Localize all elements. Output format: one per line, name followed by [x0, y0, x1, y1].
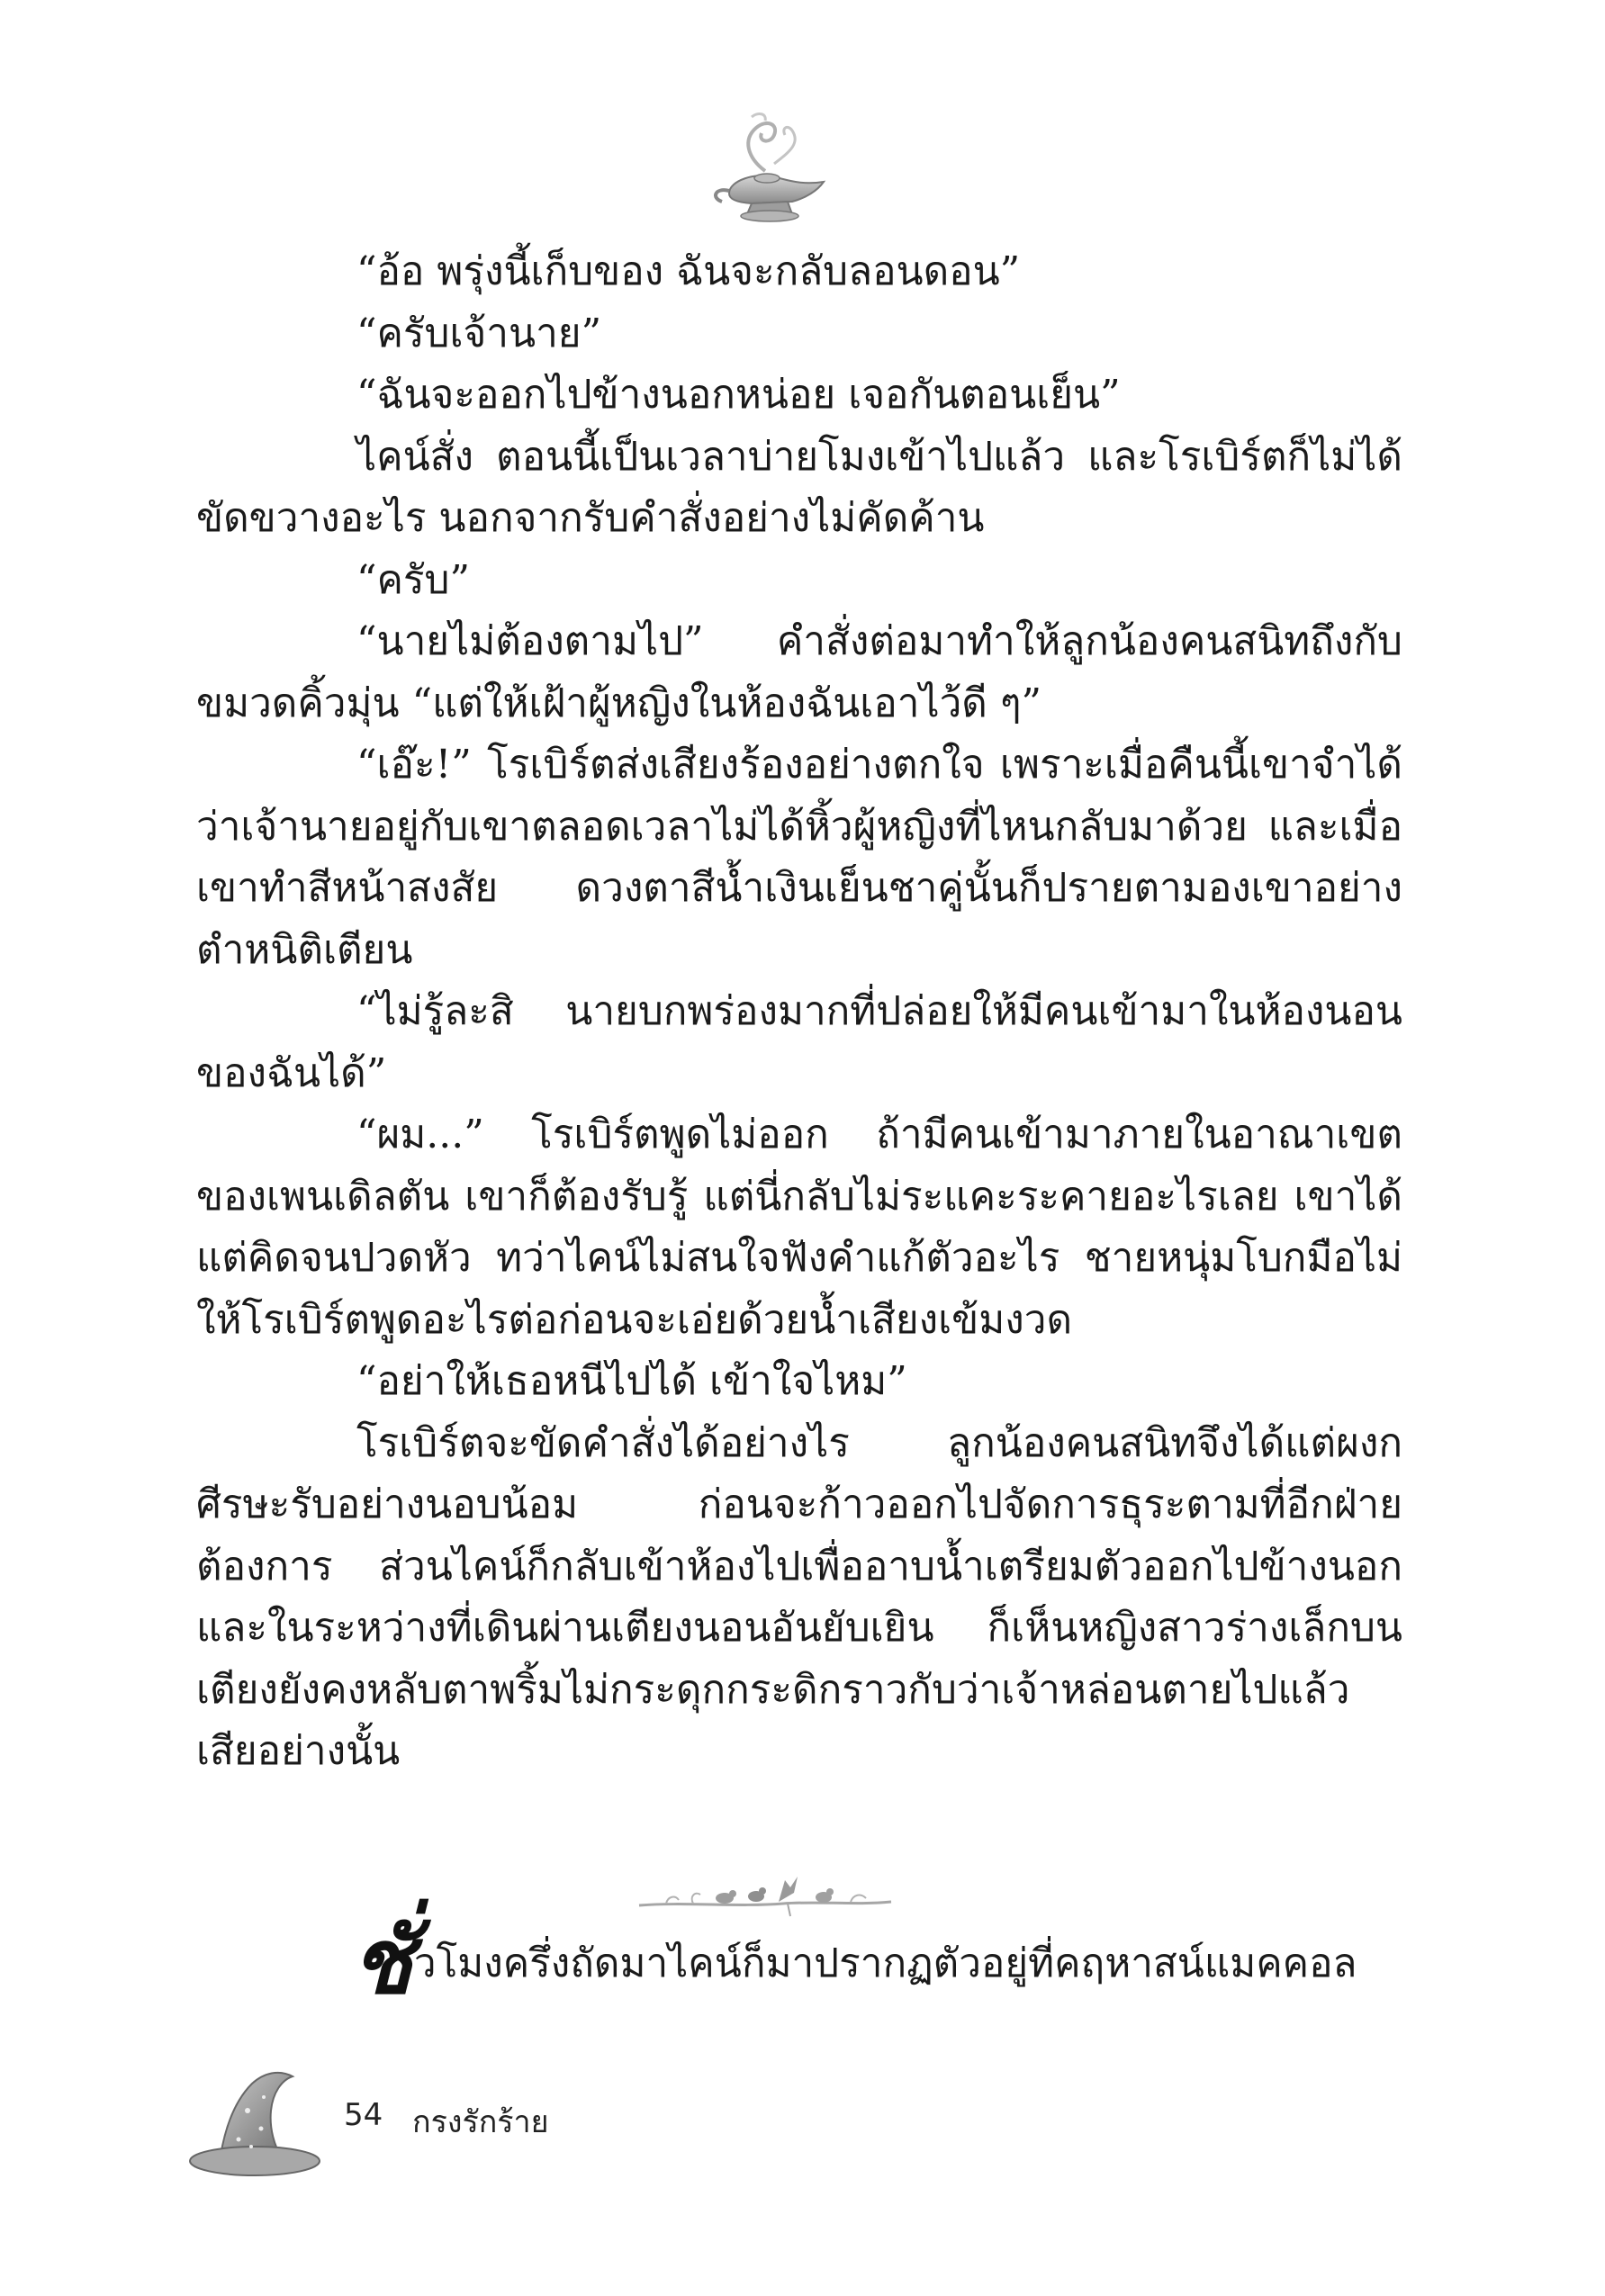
- book-title: กรงรักร้าย: [412, 2104, 549, 2140]
- paragraph: โรเบิร์ตจะขัดคำสั่งได้อย่างไร ลูกน้องคนสนิทจึงได้แต่ผงกศีรษะรับอย่างนอบน้อม ก่อนจะก้าวออกไปจัดการธุระตามที่อีกฝ่ายต้องการ ส่วนไคน์ก็กลับเข้าห้องไปเพื่ออาบน้ำเตรียมตัวออกไปข้างนอก และในระหว่างที่เดินผ่านเตียงนอนอันยับเยิน ก็เห็นหญิงสาวร่างเล็กบนเตียงยังคงหลับตาพริ้มไม่กระดุกกระดิกราวกับว่าเจ้าหล่อนตายไปแล้วเสียอย่างนั้น: [196, 1419, 1402, 1774]
- paragraph: “เอ๊ะ!” โรเบิร์ตส่งเสียงร้องอย่างตกใจ เพราะเมื่อคืนนี้เขาจำได้ว่าเจ้านายอยู่กับเขาตลอดเวลาไม่ได้หิ้วผู้หญิงที่ไหนกลับมาด้วย และเมื่อเขาทำสีหน้าสงสัย ดวงตาสีน้ำเงินเย็นชาคู่นั้นก็ปรายตามองเขาอย่างตำหนิติเตียน: [196, 742, 1402, 973]
- paragraph: ไคน์สั่ง ตอนนี้เป็นเวลาบ่ายโมงเข้าไปแล้ว และโรเบิร์ตก็ไม่ได้ขัดขวางอะไร นอกจากรับคำสั่งอย่างไม่คัดค้าน: [196, 433, 1402, 541]
- paragraph: “ผม...” โรเบิร์ตพูดไม่ออก ถ้ามีคนเข้ามาภายในอาณาเขตของเพนเดิลตัน เขาก็ต้องรับรู้ แต่นี่กลับไม่ระแคะระคายอะไรเลย เขาได้แต่คิดจนปวดหัว ทว่าไคน์ไม่สนใจฟังคำแก้ตัวอะไร ชายหนุ่มโบกมือไม่ให้โรเบิร์ตพูดอะไรต่อก่อนจะเอ่ยด้วยน้ำเสียงเข้มงวด: [196, 1112, 1402, 1343]
- paragraph: “ฉันจะออกไปข้างนอกหน่อย เจอกันตอนเย็น”: [356, 372, 1121, 418]
- chapter-opening: [351, 1899, 1404, 2014]
- wizard-hat-icon: [185, 2057, 329, 2183]
- page-number: 54: [344, 2097, 383, 2133]
- paragraph: “ครับเจ้านาย”: [356, 310, 602, 356]
- drop-cap: ชั่: [351, 1909, 412, 2014]
- paragraph: “ไม่รู้ละสิ นายบกพร่องมากที่ปล่อยให้มีคนเข้ามาในห้องนอนของฉันได้”: [196, 988, 1402, 1096]
- body-text: [196, 241, 1402, 1783]
- paragraph: “ครับ”: [356, 556, 470, 603]
- paragraph: “นายไม่ต้องตามไป” คำสั่งต่อมาทำให้ลูกน้องคนสนิทถึงกับขมวดคิ้วมุ่น “แต่ให้เฝ้าผู้หญิงในห้องฉันเอาไว้ดี ๆ”: [196, 618, 1402, 726]
- paragraph: “อ้อ พรุ่งนี้เก็บของ ฉันจะกลับลอนดอน”: [356, 248, 1021, 294]
- chapter-opening-text: วโมงครึ่งถัดมาไคน์ก็มาปรากฏตัวอยู่ที่คฤหาสน์แมคคอล: [413, 1940, 1357, 1986]
- magic-lamp-icon: [702, 108, 837, 234]
- paragraph: “อย่าให้เธอหนีไปได้ เข้าใจไหม”: [356, 1358, 907, 1404]
